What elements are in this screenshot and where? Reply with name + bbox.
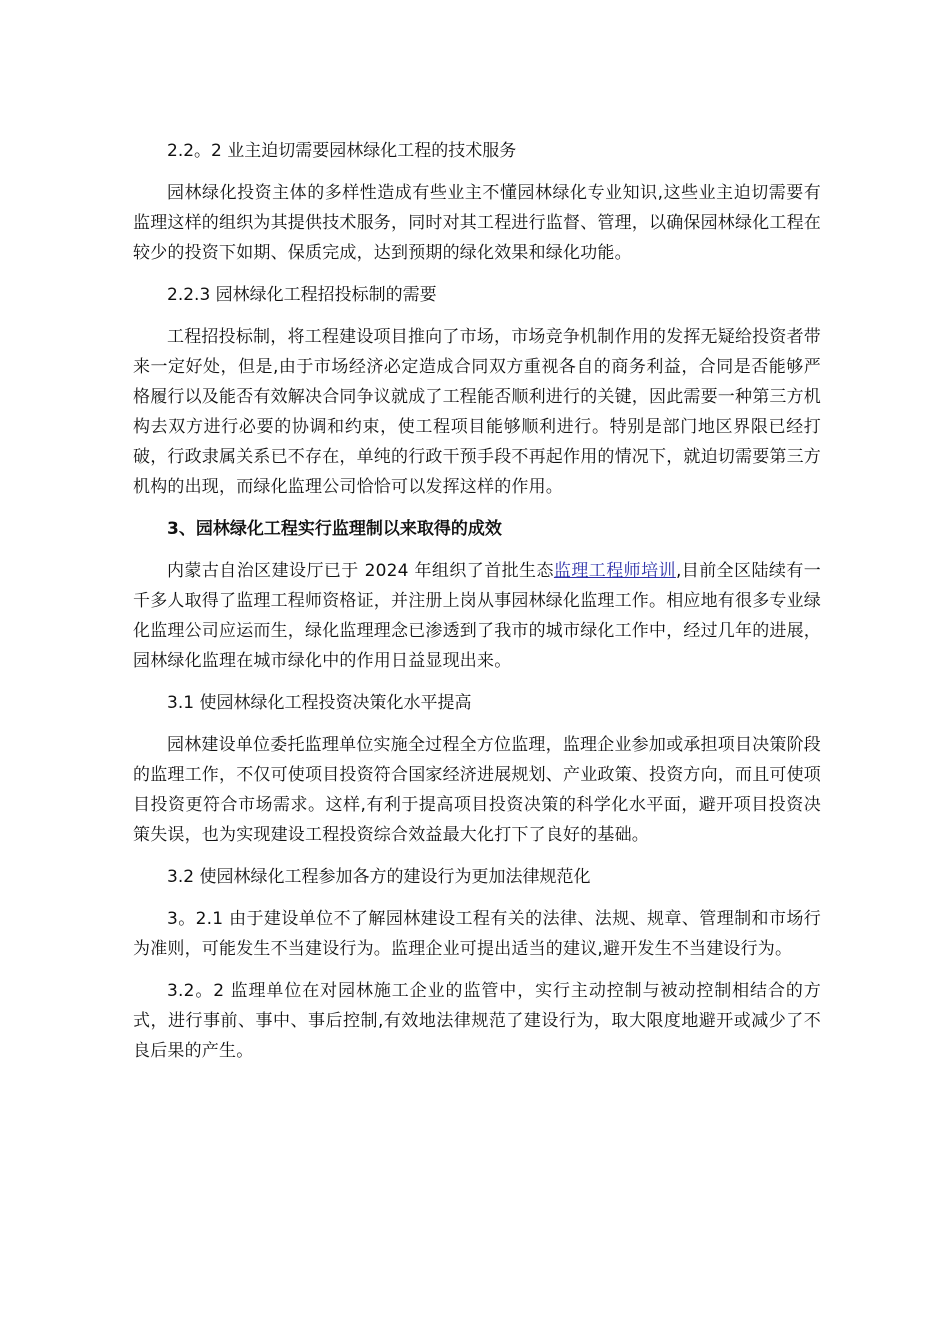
heading-2-2-3: 2.2.3 园林绿化工程招投标制的需要: [167, 285, 437, 305]
supervisor-training-link[interactable]: 监理工程师培训: [553, 561, 676, 581]
paragraph-2-2-3: 工程招投标制，将工程建设项目推向了市场，市场竞争机制作用的发挥无疑给投资者带来一定好处，但是,由于市场经济必定造成合同双方重视各自的商务利益，合同是否能够严格履行以及能否有效解决合同争议就成了工程能否顺利进行的关键，因此需要一种第三方机构去双方进行必要的协调和约束，使工程项目能够顺利进行。特别是部门地区界限已经打破，行政隶属关系已不存在，单纯的行政干预手段不再起作用的情况下，就迫切需要第三方机构的出现，而绿化监理公司恰恰可以发挥这样的作用。: [133, 327, 821, 497]
paragraph-3-text-before: 内蒙古自治区建设厅已于 2024 年组织了首批生态: [167, 561, 554, 581]
heading-3: 3、园林绿化工程实行监理制以来取得的成效: [167, 519, 502, 539]
paragraph-3-2-2: 3.2。2 监理单位在对园林施工企业的监管中，实行主动控制与被动控制相结合的方式，进行事前、事中、事后控制,有效地法律规范了建设行为，取大限度地避开或减少了不良后果的产生。: [133, 981, 821, 1061]
heading-3-1: 3.1 使园林绿化工程投资决策化水平提高: [167, 693, 472, 713]
paragraph-2-2-2: 园林绿化投资主体的多样性造成有些业主不懂园林绿化专业知识,这些业主迫切需要有监理这样的组织为其提供技术服务，同时对其工程进行监督、管理，以确保园林绿化工程在较少的投资下如期、保质完成，达到预期的绿化效果和绿化功能。: [133, 183, 821, 263]
heading-3-2: 3.2 使园林绿化工程参加各方的建设行为更加法律规范化: [167, 867, 591, 887]
paragraph-3-2-1: 3。2.1 由于建设单位不了解园林建设工程有关的法律、法规、规章、管理制和市场行为准则，可能发生不当建设行为。监理企业可提出适当的建议,避开发生不当建设行为。: [133, 909, 821, 959]
paragraph-3-1: 园林建设单位委托监理单位实施全过程全方位监理，监理企业参加或承担项目决策阶段的监理工作，不仅可使项目投资符合国家经济进展规划、产业政策、投资方向，而且可使项目投资更符合市场需求。这样,有利于提高项目投资决策的科学化水平面，避开项目投资决策失误，也为实现建设工程投资综合效益最大化打下了良好的基础。: [133, 735, 821, 845]
paragraph-3-text-after: ,目前全区陆续有一千多人取得了监理工程师资格证，并注册上岗从事园林绿化监理工作。相应地有很多专业绿化监理公司应运而生，绿化监理理念已渗透到了我市的城市绿化工作中，经过几年的进展，园林绿化监理在城市绿化中的作用日益显现出来。: [133, 561, 821, 671]
document-body: [133, 136, 821, 1078]
paragraph-3: [133, 556, 821, 676]
heading-2-2-2: 2.2。2 业主迫切需要园林绿化工程的技术服务: [167, 141, 517, 161]
